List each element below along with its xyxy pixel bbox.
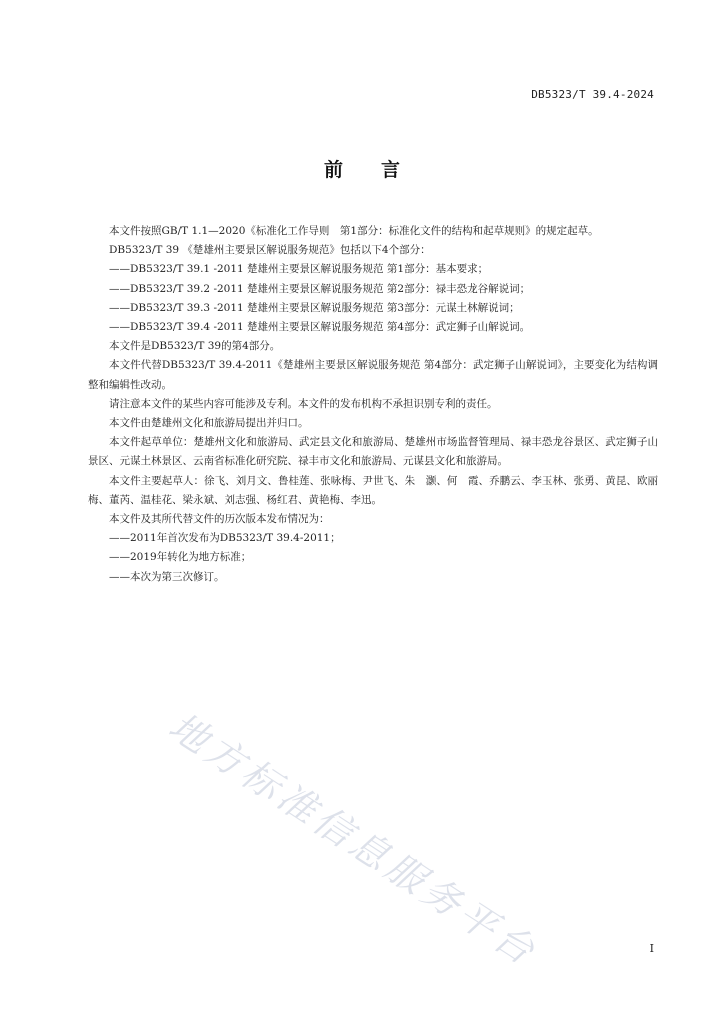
list-item-history-2019: ——2019年转化为地方标准；	[109, 551, 252, 564]
list-item-part-4: ——DB5323/T 39.4 -2011 楚雄州主要景区解说服务规范 第4部分：武定狮子山解说词。	[109, 321, 531, 334]
page-title: 前言	[323, 159, 438, 181]
paragraph-series-intro: DB5323/T 39 《楚雄州主要景区解说服务规范》包括以下4个部分：	[109, 244, 431, 257]
document-code: DB5323/T 39.4-2024	[531, 88, 654, 101]
watermark: 地方标准信息服务平台	[161, 703, 546, 976]
paragraph-history-intro: 本文件及其所代替文件的历次版本发布情况为：	[109, 513, 330, 526]
paragraph-drafting-rules: 本文件按照GB/T 1.1—2020《标准化工作导则 第1部分：标准化文件的结构和起草规则》的规定起草。	[109, 225, 599, 237]
paragraph-part-number: 本文件是DB5323/T 39的第4部分。	[109, 340, 281, 353]
list-item-part-3: ——DB5323/T 39.3 -2011 楚雄州主要景区解说服务规范 第3部分：元谋土林解说词；	[109, 301, 520, 314]
paragraph-drafting-units: 本文件起草单位：楚雄州文化和旅游局、武定县文化和旅游局、楚雄州市场监督管理局、禄丰恐龙谷景区、武定狮子山景区、元谋土林景区、云南省标准化研究院、禄丰市文化和旅游局、元谋县文化和旅游局。	[88, 436, 658, 468]
paragraph-patent-notice: 请注意本文件的某些内容可能涉及专利。本文件的发布机构不承担识别专利的责任。	[109, 397, 498, 410]
paragraph-replaces: 本文件代替DB5323/T 39.4-2011《楚雄州主要景区解说服务规范 第4部分：武定狮子山解说词》，主要变化为结构调整和编辑性改动。	[88, 359, 658, 391]
list-item-history-2011: ——2011年首次发布为DB5323/T 39.4-2011；	[109, 532, 341, 545]
list-item-history-current: ——本次为第三次修订。	[109, 570, 225, 583]
foreword-body	[88, 222, 658, 587]
paragraph-drafters: 本文件主要起草人：徐飞、刘月文、鲁桂莲、张咏梅、尹世飞、朱 灏、何 霞、乔鹏云、李玉林、张勇、黄昆、欧丽梅、董芮、温桂花、梁永斌、刘志强、杨红君、黄艳梅、李迅。	[88, 474, 658, 506]
paragraph-proposed-by: 本文件由楚雄州文化和旅游局提出并归口。	[109, 417, 309, 430]
list-item-part-2: ——DB5323/T 39.2 -2011 楚雄州主要景区解说服务规范 第2部分：禄丰恐龙谷解说词；	[109, 282, 531, 295]
list-item-part-1: ——DB5323/T 39.1 -2011 楚雄州主要景区解说服务规范 第1部分：基本要求；	[109, 263, 489, 276]
page-number: I	[649, 942, 654, 955]
